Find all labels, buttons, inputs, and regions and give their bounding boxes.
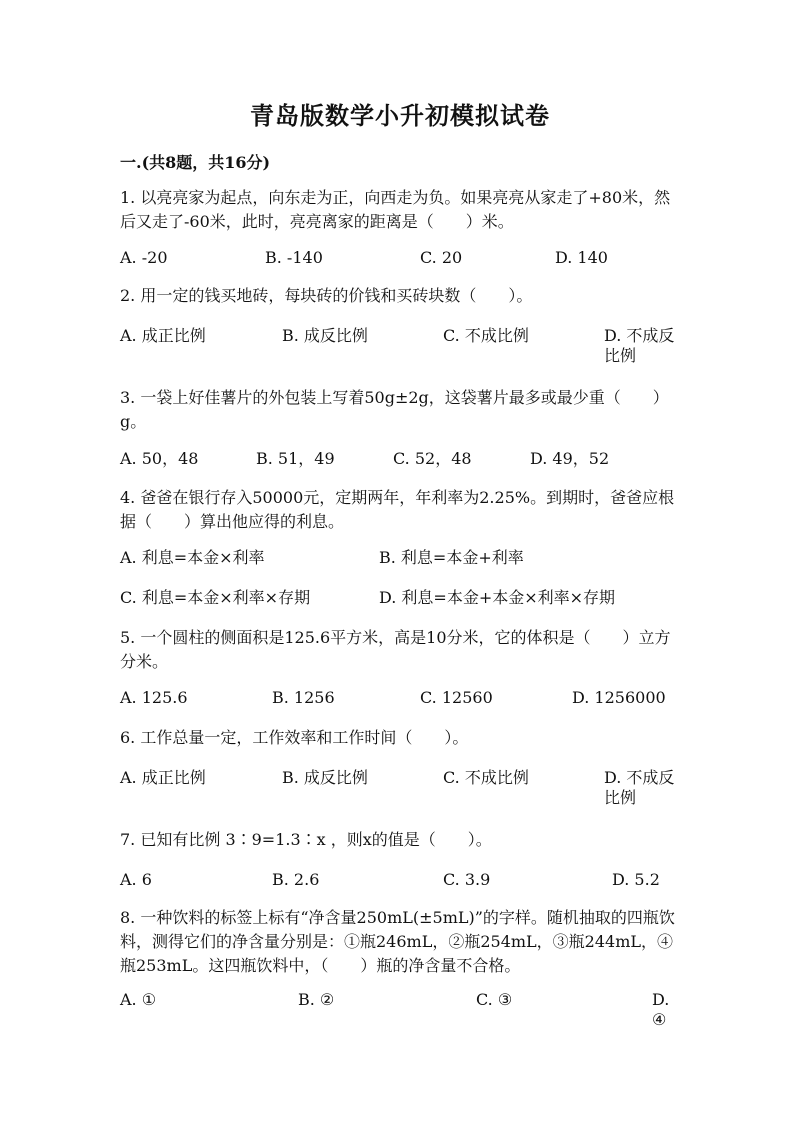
question-4: 4. 爸爸在银行存入50000元，定期两年，年利率为2.25%。到期时，爸爸应根据（ ）算出他应得的利息。 — [120, 488, 675, 531]
option-3c: C. 52，48 — [393, 449, 472, 468]
option-3b: B. 51，49 — [256, 449, 335, 468]
option-3a: A. 50，48 — [120, 449, 199, 468]
option-2a: A. 成正比例 — [120, 326, 206, 345]
option-4d: D. 利息=本金+本金×利率×存期 — [379, 588, 616, 607]
question-2: 2. 用一定的钱买地砖，每块砖的价钱和买砖块数（ ）。 — [120, 286, 533, 305]
option-1d: D. 140 — [555, 248, 608, 267]
section-heading: 一.(共8题，共16分) — [120, 153, 271, 172]
option-1b: B. -140 — [265, 248, 323, 267]
option-5d: D. 1256000 — [572, 688, 666, 707]
question-5: 5. 一个圆柱的侧面积是125.6平方米，高是10分米，它的体积是（ ）立方分米。 — [120, 628, 671, 671]
question-6: 6. 工作总量一定，工作效率和工作时间（ ）。 — [120, 728, 469, 747]
question-3: 3. 一袋上好佳薯片的外包装上写着50g±2g，这袋薯片最多或最少重（ ）g。 — [120, 388, 669, 431]
option-8a: A. ① — [120, 990, 157, 1009]
option-5b: B. 1256 — [272, 688, 335, 707]
option-1c: C. 20 — [420, 248, 463, 267]
option-6a: A. 成正比例 — [120, 768, 206, 787]
option-8c: C. ③ — [476, 990, 513, 1009]
option-4b: B. 利息=本金+利率 — [379, 548, 524, 567]
option-8b: B. ② — [298, 990, 335, 1009]
option-7d: D. 5.2 — [612, 870, 660, 889]
option-3d: D. 49，52 — [530, 449, 610, 468]
option-6c: C. 不成比例 — [443, 768, 529, 787]
question-8: 8. 一种饮料的标签上标有“净含量250mL(±5mL)”的字样。随机抽取的四瓶饮料，测得它们的净含量分别是：①瓶246mL，②瓶254mL，③瓶244mL，④瓶253mL。这四瓶饮料中，（ ）瓶的净含量不合格。 — [120, 908, 675, 975]
page-title: 青岛版数学小升初模拟试卷 — [250, 101, 550, 130]
option-6d: D. 不成反比例 — [604, 768, 675, 807]
option-8d: D. ④ — [652, 990, 670, 1029]
option-4a: A. 利息=本金×利率 — [120, 548, 265, 567]
option-7c: C. 3.9 — [443, 870, 491, 889]
option-6b: B. 成反比例 — [282, 768, 368, 787]
option-7a: A. 6 — [120, 870, 152, 889]
option-5c: C. 12560 — [420, 688, 493, 707]
question-1: 1. 以亮亮家为起点，向东走为正，向西走为负。如果亮亮从家走了+80米，然后又走了-60米，此时，亮亮离家的距离是（ ）米。 — [120, 188, 671, 231]
option-2b: B. 成反比例 — [282, 326, 368, 345]
option-5a: A. 125.6 — [120, 688, 188, 707]
option-4c: C. 利息=本金×利率×存期 — [120, 588, 311, 607]
option-2d: D. 不成反比例 — [604, 326, 675, 365]
option-1a: A. -20 — [120, 248, 168, 267]
option-7b: B. 2.6 — [272, 870, 320, 889]
option-2c: C. 不成比例 — [443, 326, 529, 345]
question-7: 7. 已知有比例 3∶9=1.3∶x ，则x的值是（ ）。 — [120, 830, 492, 849]
